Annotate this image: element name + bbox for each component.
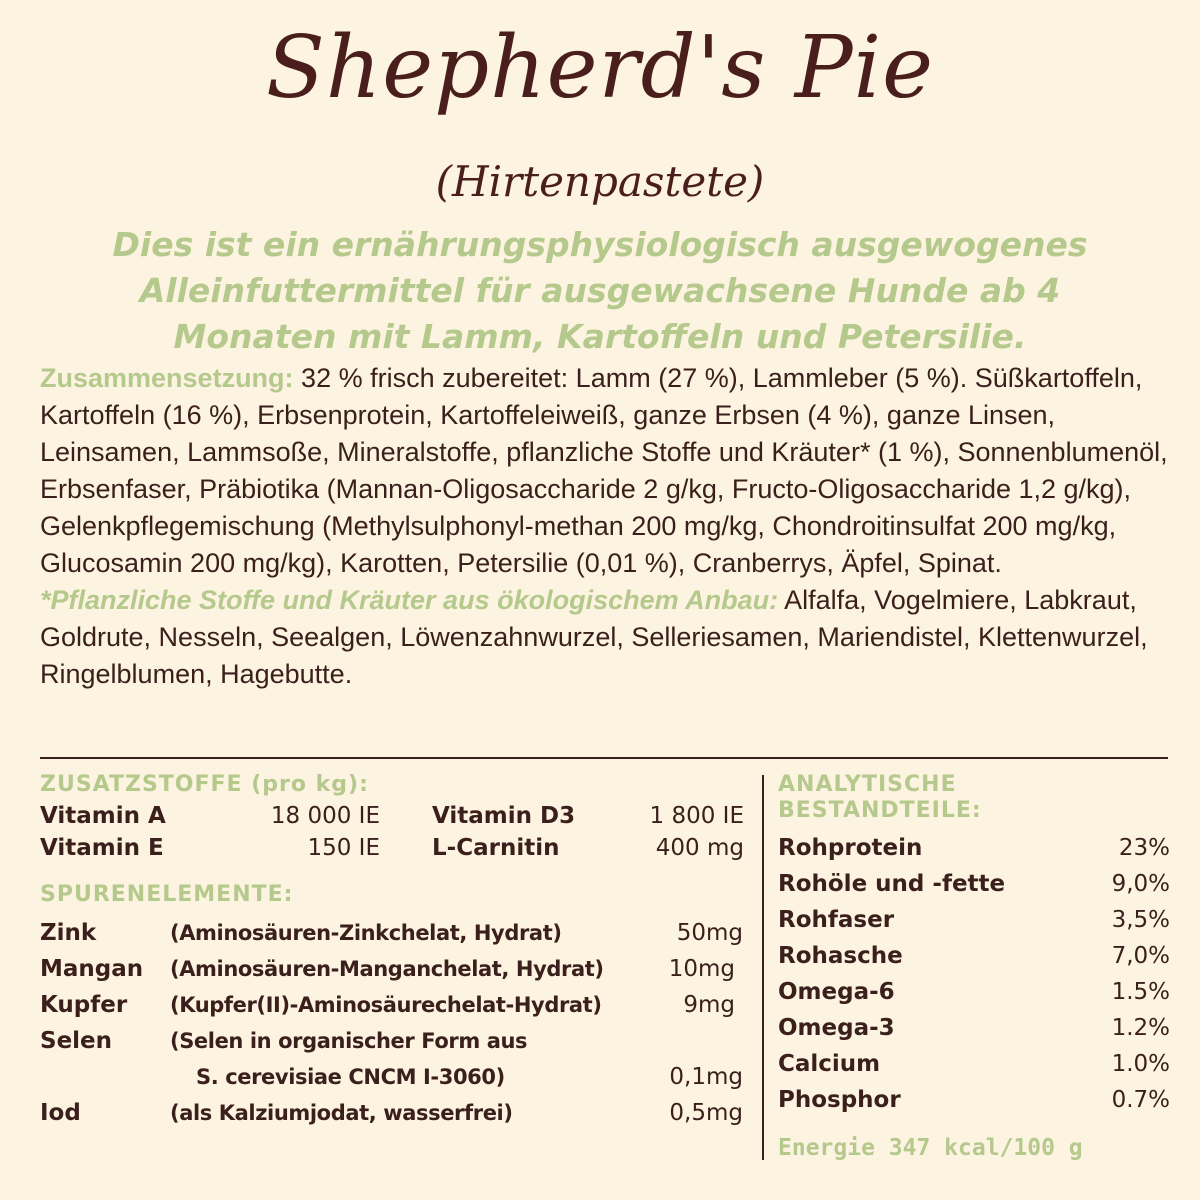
column-divider <box>762 775 764 1160</box>
analytical-value: 1.2% <box>1111 1015 1170 1041</box>
product-intro: Dies ist ein ernährungsphysiologisch ausgewogenes Alleinfuttermittel für ausgewachsene Hunde ab 4 Monaten mit Lamm, Kartoffeln und Petersilie. <box>112 225 1088 356</box>
additive-name: L-Carnitin <box>432 835 560 861</box>
herbs-text: Alfalfa, Vogelmiere, Labkraut, Goldrute, Nesseln, Seealgen, Löwenzahnwurzel, Selleriesamen, Mariendistel, Klettenwurzel, Ringelblumen, Hagebutte. <box>40 585 1148 689</box>
trace-desc: (Aminosäuren-Zinkchelat, Hydrat) <box>170 921 562 945</box>
trace-heading: SPURENELEMENTE: <box>40 882 294 907</box>
section-divider <box>40 757 1168 759</box>
composition-block <box>40 360 1170 693</box>
trace-desc: (als Kalziumjodat, wasserfrei) <box>170 1101 513 1125</box>
analytical-name: Rohöle und -fette <box>778 871 1006 897</box>
additive-name: Vitamin D3 <box>432 803 576 829</box>
analytical-name: Calcium <box>778 1051 881 1077</box>
trace-desc: (Selen in organischer Form aus <box>170 1029 528 1053</box>
analytical-name: Omega-3 <box>778 1015 895 1041</box>
analytical-name: Omega-6 <box>778 979 895 1005</box>
additive-value: 1 800 IE <box>649 803 744 829</box>
additive-value: 18 000 IE <box>270 803 380 829</box>
analytical-heading-line2: BESTANDTEILE: <box>778 798 982 823</box>
analytical-value: 0.7% <box>1111 1087 1170 1113</box>
analytical-value: 1.5% <box>1111 979 1170 1005</box>
trace-name: Kupfer <box>40 992 128 1018</box>
additive-name: Vitamin A <box>40 803 166 829</box>
additives-heading: ZUSATZSTOFFE (pro kg): <box>40 772 369 797</box>
additive-name: Vitamin E <box>40 835 164 861</box>
trace-name: Mangan <box>40 956 144 982</box>
analytical-value: 7,0% <box>1111 943 1170 969</box>
trace-name: Zink <box>40 920 97 946</box>
energy-value: Energie 347 kcal/100 g <box>778 1135 1083 1161</box>
additive-value: 150 IE <box>307 835 380 861</box>
analytical-value: 1.0% <box>1111 1051 1170 1077</box>
herbs-label: *Pflanzliche Stoffe und Kräuter aus ökologischem Anbau: <box>40 585 779 615</box>
analytical-name: Phosphor <box>778 1087 901 1113</box>
analytical-value: 9,0% <box>1111 871 1170 897</box>
trace-value: 10mg <box>668 956 735 982</box>
analytical-heading: ANALYTISCHE <box>778 772 957 797</box>
trace-desc: (Aminosäuren-Manganchelat, Hydrat) <box>170 957 604 981</box>
analytical-name: Rohprotein <box>778 835 923 861</box>
product-subtitle: (Hirtenpastete) <box>435 157 765 206</box>
product-title: Shepherd's Pie <box>265 18 935 118</box>
trace-desc: (Kupfer(II)-Aminosäurechelat-Hydrat) <box>170 993 602 1017</box>
trace-name: Iod <box>40 1100 81 1126</box>
trace-desc-continued: S. cerevisiae CNCM I-3060) <box>196 1065 505 1089</box>
trace-value: 50mg <box>676 920 743 946</box>
composition-text: 32 % frisch zubereitet: Lamm (27 %), Lammleber (5 %). Süßkartoffeln, Kartoffeln (16 %), Erbsenprotein, Kartoffeleiweiß, ganze Erbsen (4 %), ganze Linsen, Leinsamen, Lammsoße, Mineralstoffe, pflanzliche Stoffe und Kräuter* (1 %), Sonnenblumenöl, Erbsenfaser, Präbiotika (Mannan-Oligosaccharide 2 g/kg, Fructo-Oligosaccharide 1,2 g/kg), Gelenkpflegemischung (Methylsulphonyl-methan 200 mg/kg, Chondroitinsulfat 200 mg/kg, Glucosamin 200 mg/kg), Karotten, Petersilie (0,01 %), Cranberrys, Äpfel, Spinat. <box>40 363 1168 578</box>
trace-value: 0,1mg <box>669 1064 743 1090</box>
trace-value: 9mg <box>683 992 735 1018</box>
trace-value: 0,5mg <box>669 1100 743 1126</box>
analytical-value: 23% <box>1118 835 1170 861</box>
trace-name: Selen <box>40 1028 113 1054</box>
analytical-name: Rohfaser <box>778 907 895 933</box>
additive-value: 400 mg <box>655 835 744 861</box>
analytical-name: Rohasche <box>778 943 903 969</box>
composition-label: Zusammensetzung: <box>40 363 294 393</box>
analytical-value: 3,5% <box>1111 907 1170 933</box>
